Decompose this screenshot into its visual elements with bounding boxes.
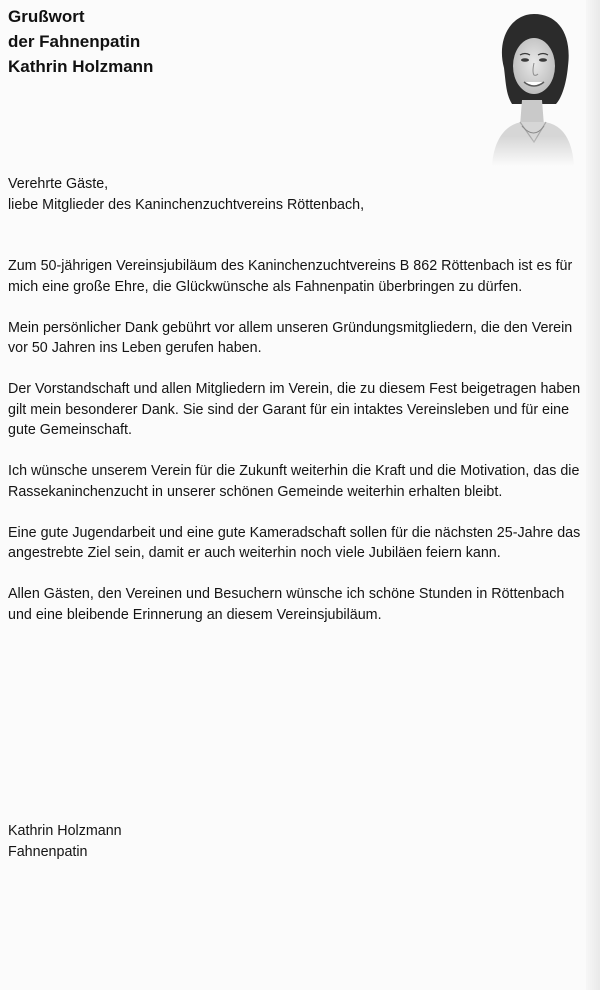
- signature-block: [8, 821, 122, 862]
- letter-body: [8, 174, 592, 646]
- greeting-line-1: Verehrte Gäste,: [8, 176, 109, 192]
- signature-name: Kathrin Holzmann: [8, 823, 122, 839]
- greeting: [8, 174, 592, 215]
- paragraph-5: Eine gute Jugendarbeit und eine gute Kameradschaft sollen für die nächsten 25-Jahre das angestrebte Ziel sein, damit er auch weiterhin noch viele Jubiläen feiern kann.: [8, 524, 581, 561]
- woman-portrait-icon: [482, 8, 582, 166]
- title-line-2: der Fahnenpatin: [8, 32, 141, 51]
- title-line-1: Grußwort: [8, 7, 85, 26]
- greeting-line-2: liebe Mitglieder des Kaninchenzuchtvereins Röttenbach,: [8, 196, 365, 213]
- paragraph-6: Allen Gästen, den Vereinen und Besuchern wünsche ich schöne Stunden in Röttenbach und eine bleibende Erinnerung an diesem Vereinsjubiläum.: [8, 586, 565, 623]
- paragraph-3: Der Vorstandschaft und allen Mitgliedern im Verein, die zu diesem Fest beigetragen haben gilt mein besonderer Dank. Sie sind der Garant für ein intaktes Vereinsleben und für eine gute Gemeinschaft.: [8, 381, 581, 438]
- paragraph-1: Zum 50-jährigen Vereinsjubiläum des Kaninchenzuchtvereins B 862 Röttenbach ist es für mich eine große Ehre, die Glückwünsche als Fahnenpatin überbringen zu dürfen.: [8, 258, 573, 295]
- page-edge-shadow: [586, 0, 600, 990]
- signature-role: Fahnenpatin: [8, 843, 88, 860]
- paragraph-2: Mein persönlicher Dank gebührt vor allem unseren Gründungsmitgliedern, die den Verein vor 50 Jahren ins Leben gerufen haben.: [8, 319, 573, 356]
- paragraph-4: Ich wünsche unserem Verein für die Zukunft weiterhin die Kraft und die Motivation, das die Rassekaninchenzucht in unserer schönen Gemeinde weiterhin erhalten bleibt.: [8, 463, 580, 500]
- page-title: [8, 4, 153, 79]
- bleed-through-text: [470, 20, 473, 34]
- title-line-3: Kathrin Holzmann: [8, 57, 154, 76]
